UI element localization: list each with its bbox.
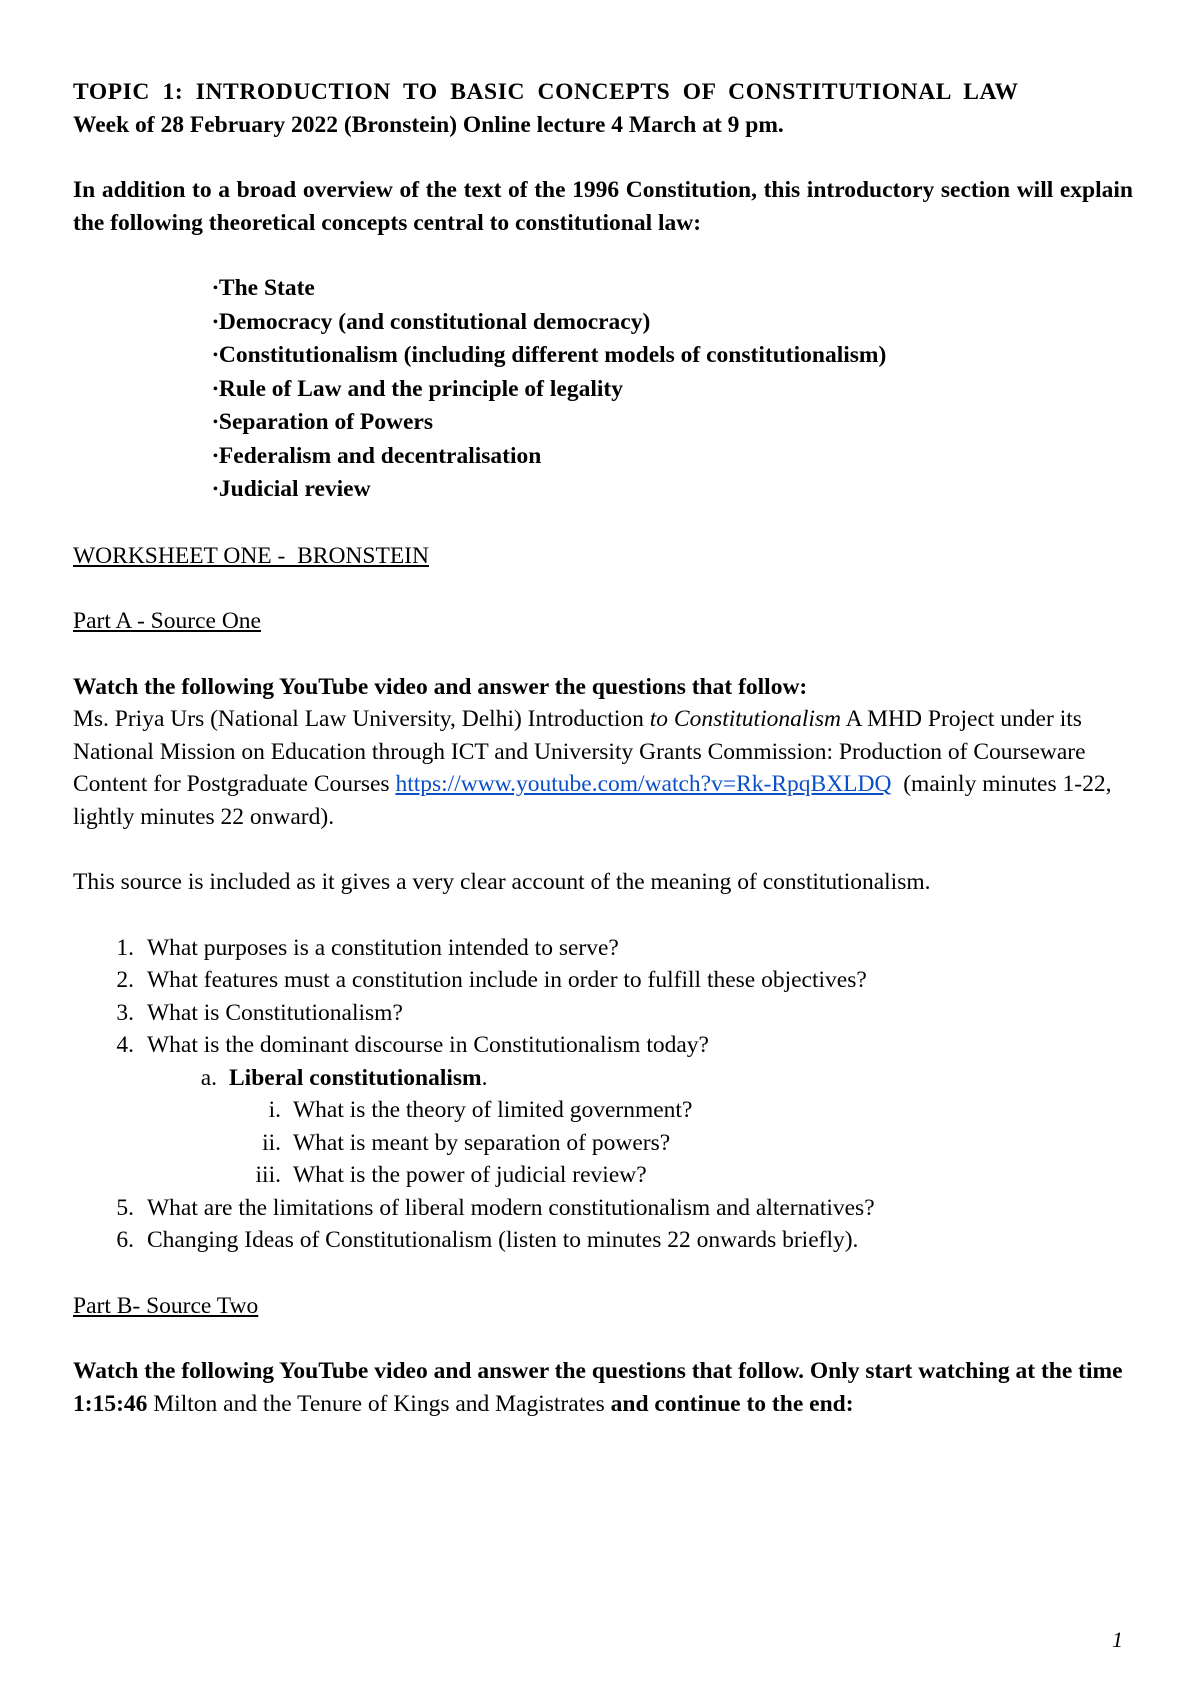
worksheet-title: WORKSHEET ONE - BRONSTEIN [73,542,429,569]
list-item: 6. Changing Ideas of Constitutionalism (listen to minutes 22 onwards briefly). [116,1227,859,1253]
list-item: a. Liberal constitutionalism. [200,1064,488,1091]
list-item: •Constitutionalism (including different models of constitutionalism) [213,339,1133,373]
list-item: •Federalism and decentralisation [213,440,1133,474]
bullet-icon: • [213,314,218,330]
bullet-icon: • [213,281,218,296]
list-item: 2. What features must a constitution include in order to fulfill these objectives? [116,967,867,993]
concepts-list [73,272,1133,507]
list-item: 3. What is Constitutionalism? [116,999,403,1026]
list-item: 4. What is the dominant discourse in Constitutionalism today? [116,1032,709,1058]
week-subtitle: Week of 28 February 2022 (Bronstein) Online lecture 4 March at 9 pm. [73,111,784,138]
list-item: •Democracy (and constitutional democracy) [213,306,1133,340]
youtube-link[interactable]: https://www.youtube.com/watch?v=Rk-RpqBXLDQ [395,771,892,797]
list-item: iii. What is the power of judicial review? [255,1162,647,1188]
list-item: •Separation of Powers [213,406,1133,440]
list-item: •The State [213,272,1133,306]
questions-list [73,932,1133,1257]
list-item: i. What is the theory of limited government? [268,1097,693,1123]
list-item: •Rule of Law and the principle of legality [213,373,1133,407]
part-b-instruction: Watch the following YouTube video and answer the questions that follow. Only start watching at the time 1:15:46 Milton and the Tenure of Kings and Magistrates and continue to the end: [73,1358,1129,1417]
bullet-icon: • [213,482,218,497]
bullet-icon: • [213,348,218,363]
list-item: •Judicial review [213,473,1133,507]
list-item: 1. What purposes is a constitution intended to serve? [116,934,619,961]
part-a-instruction: Watch the following YouTube video and answer the questions that follow: [73,673,808,700]
part-a-heading: Part A - Source One [73,608,261,634]
source-citation: Ms. Priya Urs (National Law University, Delhi) Introduction to Constitutionalism A MHD Project under its National Mission on Education through ICT and University Grants Commission: Production of Courseware Content for Postgraduate Courses https://www.youtube.com/watch?v=Rk-RpqBXLDQ (mainly minutes 1-22, lightly minutes 22 onward). [73,706,1118,830]
source-note: This source is included as it gives a very clear account of the meaning of constitutionalism. [73,869,931,895]
page-number: 1 [1112,1627,1123,1652]
list-item: 5. What are the limitations of liberal modern constitutionalism and alternatives? [116,1194,875,1221]
intro-paragraph: In addition to a broad overview of the text of the 1996 Constitution, this introductory section will explain the following theoretical concepts central to constitutional law: [73,177,1133,236]
list-item: ii. What is meant by separation of powers? [262,1129,671,1156]
document-page [73,76,1133,1420]
bullet-icon: • [213,448,218,464]
topic-title: TOPIC 1: INTRODUCTION TO BASIC CONCEPTS OF CONSTITUTIONAL LAW [73,79,1019,105]
bullet-icon: • [213,381,218,397]
part-b-heading: Part B- Source Two [73,1292,259,1319]
bullet-icon: • [213,415,218,430]
